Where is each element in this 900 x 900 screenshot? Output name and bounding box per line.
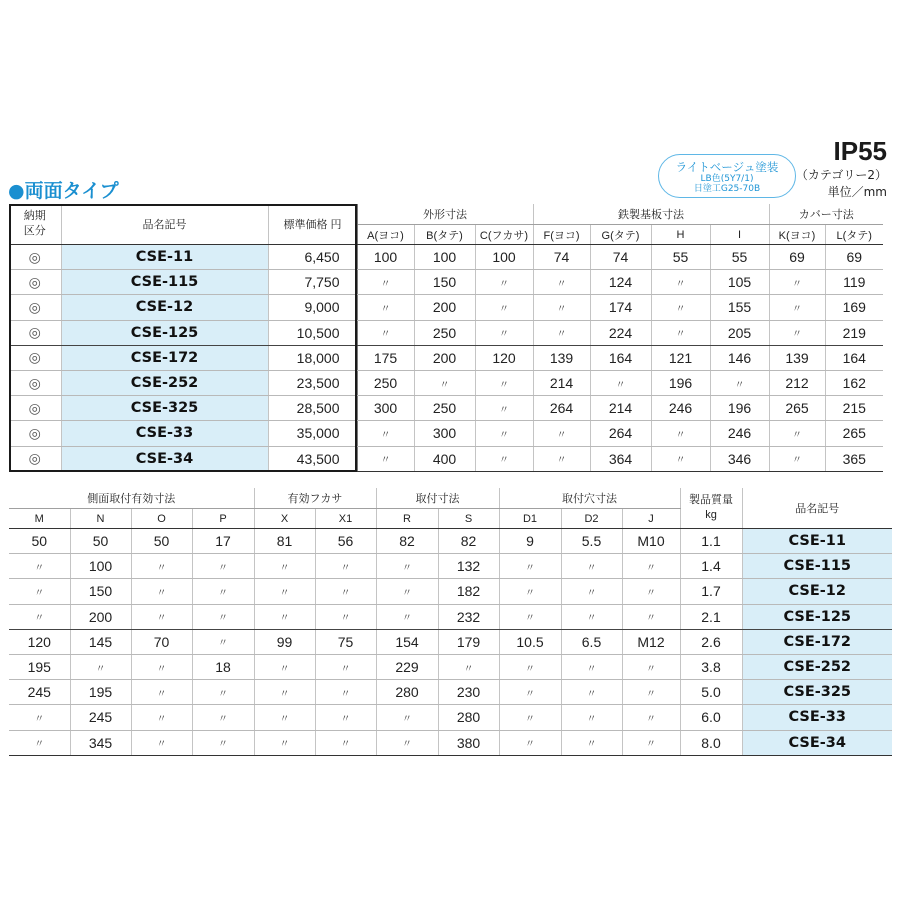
- weight-value: 1.1: [680, 529, 742, 554]
- dim-value: 245: [70, 705, 131, 730]
- dim-value: 〃: [533, 320, 590, 345]
- dim-value: 230: [438, 680, 499, 705]
- table-row: [9, 295, 883, 320]
- dim-value: 〃: [561, 654, 622, 679]
- dim-value: 〃: [315, 680, 376, 705]
- header-mount-dims: 取付寸法: [376, 488, 499, 509]
- model-code: CSE-252: [61, 370, 268, 395]
- dim-value: 〃: [315, 654, 376, 679]
- dim-value: 〃: [769, 320, 825, 345]
- dim-value: 〃: [622, 554, 680, 579]
- dim-value: 18: [192, 654, 254, 679]
- dim-value: 〃: [769, 270, 825, 295]
- dim-value: 345: [70, 730, 131, 755]
- dim-value: 154: [376, 629, 438, 654]
- dim-value: 81: [254, 529, 315, 554]
- dim-value: 100: [414, 245, 475, 270]
- dim-value: 212: [769, 370, 825, 395]
- dim-value: 132: [438, 554, 499, 579]
- dim-value: 9: [499, 529, 561, 554]
- dim-value: 〃: [192, 730, 254, 755]
- table-row: [9, 705, 892, 730]
- dim-value: 246: [651, 396, 710, 421]
- header-weight: [680, 488, 742, 529]
- dim-value: 〃: [499, 680, 561, 705]
- weight-value: 3.8: [680, 654, 742, 679]
- dim-value: 〃: [499, 579, 561, 604]
- header-side-mount: 側面取付有効寸法: [9, 488, 254, 509]
- table-row: [9, 730, 892, 755]
- price-value: 35,000: [268, 421, 357, 446]
- delivery-mark: ◎: [9, 320, 61, 345]
- dim-value: 〃: [533, 295, 590, 320]
- table-row: [9, 446, 883, 471]
- dim-value: 〃: [315, 730, 376, 755]
- dim-value: 50: [9, 529, 70, 554]
- dim-value: 〃: [651, 421, 710, 446]
- dim-value: 55: [710, 245, 769, 270]
- table-row: [9, 245, 883, 270]
- dim-value: 〃: [357, 295, 414, 320]
- dim-value: 195: [70, 680, 131, 705]
- dim-value: 265: [825, 421, 883, 446]
- col-header: F(ヨコ): [533, 225, 590, 245]
- col-header: O: [131, 509, 192, 529]
- model-code: CSE-33: [742, 705, 892, 730]
- model-code: CSE-11: [742, 529, 892, 554]
- dim-value: 346: [710, 446, 769, 471]
- dim-value: 280: [376, 680, 438, 705]
- header-hole-dims: 取付穴寸法: [499, 488, 680, 509]
- dim-value: 〃: [561, 604, 622, 629]
- header-model: 品名記号: [61, 204, 268, 245]
- dim-value: M10: [622, 529, 680, 554]
- dim-value: 139: [769, 345, 825, 370]
- dim-value: 〃: [357, 270, 414, 295]
- col-header: X: [254, 509, 315, 529]
- dim-value: 〃: [131, 579, 192, 604]
- paint-badge-color: LB色(5Y7/1): [700, 174, 754, 184]
- dim-value: 〃: [499, 654, 561, 679]
- col-header: R: [376, 509, 438, 529]
- category-label: （カテゴリー2）: [795, 168, 887, 182]
- dim-value: 380: [438, 730, 499, 755]
- dim-value: 〃: [499, 730, 561, 755]
- dim-value: 〃: [254, 680, 315, 705]
- dim-value: 〃: [357, 421, 414, 446]
- dim-value: 〃: [561, 579, 622, 604]
- col-header: H: [651, 225, 710, 245]
- dim-value: 〃: [590, 370, 651, 395]
- dim-value: 〃: [315, 554, 376, 579]
- dim-value: 215: [825, 396, 883, 421]
- weight-value: 2.1: [680, 604, 742, 629]
- dim-value: 179: [438, 629, 499, 654]
- model-code: CSE-252: [742, 654, 892, 679]
- dim-value: 〃: [131, 705, 192, 730]
- dim-value: 5.5: [561, 529, 622, 554]
- dim-value: 55: [651, 245, 710, 270]
- dim-value: 〃: [475, 421, 533, 446]
- col-header: C(フカサ): [475, 225, 533, 245]
- dim-value: 99: [254, 629, 315, 654]
- table-row: [9, 370, 883, 395]
- dim-value: 〃: [315, 705, 376, 730]
- model-code: CSE-33: [61, 421, 268, 446]
- section-title: ●両面タイプ: [8, 180, 119, 202]
- dim-value: 〃: [499, 705, 561, 730]
- col-header: G(タテ): [590, 225, 651, 245]
- dim-value: 〃: [475, 370, 533, 395]
- price-value: 9,000: [268, 295, 357, 320]
- dim-value: 〃: [315, 579, 376, 604]
- price-value: 23,500: [268, 370, 357, 395]
- dim-value: 〃: [499, 554, 561, 579]
- model-code: CSE-34: [61, 446, 268, 471]
- dim-value: 100: [357, 245, 414, 270]
- dim-value: 100: [70, 554, 131, 579]
- dim-value: 〃: [376, 604, 438, 629]
- dim-value: 82: [376, 529, 438, 554]
- dim-value: 〃: [475, 396, 533, 421]
- dim-value: 〃: [651, 295, 710, 320]
- model-code: CSE-125: [61, 320, 268, 345]
- dim-value: 〃: [533, 270, 590, 295]
- dim-value: 169: [825, 295, 883, 320]
- header-weight-unit: kg: [705, 509, 717, 521]
- col-header: I: [710, 225, 769, 245]
- delivery-mark: ◎: [9, 446, 61, 471]
- dim-value: 74: [533, 245, 590, 270]
- dim-value: 〃: [131, 680, 192, 705]
- dim-value: 〃: [769, 446, 825, 471]
- dim-value: 〃: [499, 604, 561, 629]
- col-header: X1: [315, 509, 376, 529]
- delivery-mark: ◎: [9, 295, 61, 320]
- model-code: CSE-172: [742, 629, 892, 654]
- dim-value: 56: [315, 529, 376, 554]
- dim-value: 50: [70, 529, 131, 554]
- dim-value: 〃: [376, 705, 438, 730]
- dim-value: 200: [70, 604, 131, 629]
- delivery-mark: ◎: [9, 396, 61, 421]
- dim-value: 〃: [254, 705, 315, 730]
- table-row: [9, 529, 892, 554]
- dim-value: 〃: [192, 579, 254, 604]
- model-code: CSE-115: [61, 270, 268, 295]
- table-row: [9, 345, 883, 370]
- table-row: [9, 554, 892, 579]
- col-header: M: [9, 509, 70, 529]
- dim-value: 229: [376, 654, 438, 679]
- dim-value: 300: [414, 421, 475, 446]
- price-value: 43,500: [268, 446, 357, 471]
- dim-value: 124: [590, 270, 651, 295]
- table-row: [9, 604, 892, 629]
- dim-value: 〃: [651, 446, 710, 471]
- col-header: K(ヨコ): [769, 225, 825, 245]
- delivery-mark: ◎: [9, 270, 61, 295]
- weight-value: 1.4: [680, 554, 742, 579]
- dim-value: 〃: [376, 579, 438, 604]
- dim-value: 246: [710, 421, 769, 446]
- dim-value: 〃: [475, 446, 533, 471]
- dim-value: 〃: [192, 554, 254, 579]
- dim-value: 〃: [357, 446, 414, 471]
- dim-value: 182: [438, 579, 499, 604]
- weight-value: 8.0: [680, 730, 742, 755]
- dim-value: 164: [590, 345, 651, 370]
- table-row: [9, 396, 883, 421]
- dim-value: 250: [414, 396, 475, 421]
- dim-value: 6.5: [561, 629, 622, 654]
- dim-value: 250: [357, 370, 414, 395]
- dim-value: 400: [414, 446, 475, 471]
- dim-value: 150: [70, 579, 131, 604]
- price-value: 18,000: [268, 345, 357, 370]
- dim-value: 〃: [376, 730, 438, 755]
- dim-value: 〃: [254, 554, 315, 579]
- dim-value: 219: [825, 320, 883, 345]
- dim-value: 121: [651, 345, 710, 370]
- dim-value: 174: [590, 295, 651, 320]
- dim-value: 〃: [533, 446, 590, 471]
- table-row: [9, 421, 883, 446]
- model-code: CSE-325: [742, 680, 892, 705]
- col-header: N: [70, 509, 131, 529]
- paint-badge: [658, 154, 796, 198]
- col-header: D2: [561, 509, 622, 529]
- dim-value: 〃: [651, 320, 710, 345]
- dim-value: 195: [9, 654, 70, 679]
- dim-value: 164: [825, 345, 883, 370]
- ip-rating: IP55: [833, 136, 887, 166]
- dim-value: 214: [590, 396, 651, 421]
- dim-value: 364: [590, 446, 651, 471]
- dim-value: 119: [825, 270, 883, 295]
- dim-value: 214: [533, 370, 590, 395]
- dim-value: 〃: [561, 705, 622, 730]
- model-code: CSE-34: [742, 730, 892, 755]
- dim-value: 〃: [192, 604, 254, 629]
- delivery-mark: ◎: [9, 245, 61, 270]
- dim-value: 〃: [254, 604, 315, 629]
- delivery-mark: ◎: [9, 421, 61, 446]
- dim-value: 105: [710, 270, 769, 295]
- dim-value: 300: [357, 396, 414, 421]
- dim-value: 〃: [315, 604, 376, 629]
- dim-value: 280: [438, 705, 499, 730]
- model-code: CSE-172: [61, 345, 268, 370]
- dim-value: 120: [475, 345, 533, 370]
- dim-value: 〃: [376, 554, 438, 579]
- dim-value: 〃: [414, 370, 475, 395]
- dim-value: 〃: [622, 680, 680, 705]
- dim-value: 17: [192, 529, 254, 554]
- delivery-mark: ◎: [9, 370, 61, 395]
- model-code: CSE-325: [61, 396, 268, 421]
- dim-value: 〃: [710, 370, 769, 395]
- dim-value: 70: [131, 629, 192, 654]
- col-header: S: [438, 509, 499, 529]
- header-delivery: 納期区分: [9, 204, 61, 245]
- dim-value: 〃: [192, 680, 254, 705]
- col-header: L(タテ): [825, 225, 883, 245]
- dim-value: 10.5: [499, 629, 561, 654]
- dim-value: 200: [414, 295, 475, 320]
- dim-value: 〃: [9, 705, 70, 730]
- dim-value: 145: [70, 629, 131, 654]
- table-row: [9, 629, 892, 654]
- dim-value: 196: [710, 396, 769, 421]
- model-code: CSE-12: [61, 295, 268, 320]
- dim-value: 120: [9, 629, 70, 654]
- dim-value: 〃: [438, 654, 499, 679]
- dim-value: 264: [533, 396, 590, 421]
- header-weight-label: 製品質量: [689, 494, 733, 506]
- dim-value: 〃: [475, 295, 533, 320]
- price-value: 10,500: [268, 320, 357, 345]
- weight-value: 6.0: [680, 705, 742, 730]
- dim-value: 〃: [769, 295, 825, 320]
- table-row: [9, 680, 892, 705]
- dim-value: 〃: [651, 270, 710, 295]
- dim-value: 〃: [561, 730, 622, 755]
- dim-value: 196: [651, 370, 710, 395]
- dim-value: 100: [475, 245, 533, 270]
- dim-value: 69: [825, 245, 883, 270]
- dim-value: 〃: [131, 554, 192, 579]
- dim-value: 150: [414, 270, 475, 295]
- model-code: CSE-115: [742, 554, 892, 579]
- dim-value: 224: [590, 320, 651, 345]
- header-cover-dims: カバー寸法: [769, 204, 883, 225]
- dim-value: 74: [590, 245, 651, 270]
- dim-value: 〃: [622, 654, 680, 679]
- col-header: B(タテ): [414, 225, 475, 245]
- model-code: CSE-11: [61, 245, 268, 270]
- dim-value: 〃: [475, 270, 533, 295]
- table-row: [9, 320, 883, 345]
- dim-value: 175: [357, 345, 414, 370]
- dim-value: 205: [710, 320, 769, 345]
- dim-value: 50: [131, 529, 192, 554]
- delivery-mark: ◎: [9, 345, 61, 370]
- dim-value: 〃: [131, 654, 192, 679]
- col-header: A(ヨコ): [357, 225, 414, 245]
- dim-value: 〃: [357, 320, 414, 345]
- dim-value: 265: [769, 396, 825, 421]
- header-plate-dims: 鉄製基板寸法: [533, 204, 769, 225]
- weight-value: 2.6: [680, 629, 742, 654]
- dim-value: 〃: [9, 579, 70, 604]
- dim-value: 〃: [254, 579, 315, 604]
- unit-label: 単位／mm: [827, 185, 887, 199]
- weight-value: 1.7: [680, 579, 742, 604]
- dim-value: 232: [438, 604, 499, 629]
- header-model-2: 品名記号: [742, 488, 892, 529]
- dim-value: 245: [9, 680, 70, 705]
- header-outer-dims: 外形寸法: [357, 204, 533, 225]
- col-header: J: [622, 509, 680, 529]
- dim-value: 〃: [475, 320, 533, 345]
- dim-value: 〃: [769, 421, 825, 446]
- dim-value: 365: [825, 446, 883, 471]
- dim-value: 〃: [9, 604, 70, 629]
- price-value: 6,450: [268, 245, 357, 270]
- weight-value: 5.0: [680, 680, 742, 705]
- price-value: 7,750: [268, 270, 357, 295]
- dim-value: 〃: [192, 705, 254, 730]
- header-effective-depth: 有効フカサ: [254, 488, 376, 509]
- dim-value: 〃: [131, 604, 192, 629]
- dim-value: 264: [590, 421, 651, 446]
- col-header: P: [192, 509, 254, 529]
- table-row: [9, 579, 892, 604]
- col-header: D1: [499, 509, 561, 529]
- dim-value: 146: [710, 345, 769, 370]
- paint-badge-code: 日塗工G25-70B: [693, 184, 761, 194]
- dim-value: 〃: [622, 579, 680, 604]
- dim-value: 155: [710, 295, 769, 320]
- dim-value: 〃: [622, 705, 680, 730]
- dim-value: 〃: [254, 730, 315, 755]
- dim-value: 〃: [622, 604, 680, 629]
- dim-value: 〃: [622, 730, 680, 755]
- spec-table-lower: [9, 488, 892, 756]
- dim-value: 〃: [70, 654, 131, 679]
- dim-value: 〃: [131, 730, 192, 755]
- price-value: 28,500: [268, 396, 357, 421]
- paint-badge-name: ライトベージュ塗装: [675, 160, 779, 174]
- table-row: [9, 270, 883, 295]
- dim-value: 〃: [192, 629, 254, 654]
- dim-value: 〃: [9, 730, 70, 755]
- dim-value: 139: [533, 345, 590, 370]
- model-code: CSE-125: [742, 604, 892, 629]
- dim-value: 162: [825, 370, 883, 395]
- dim-value: 〃: [9, 554, 70, 579]
- dim-value: 〃: [254, 654, 315, 679]
- dim-value: M12: [622, 629, 680, 654]
- dim-value: 〃: [561, 680, 622, 705]
- dim-value: 〃: [561, 554, 622, 579]
- dim-value: 69: [769, 245, 825, 270]
- dim-value: 250: [414, 320, 475, 345]
- dim-value: 82: [438, 529, 499, 554]
- dim-value: 200: [414, 345, 475, 370]
- header-price: 標準価格 円: [268, 204, 357, 245]
- table-row: [9, 654, 892, 679]
- dim-value: 〃: [533, 421, 590, 446]
- spec-table-upper: [9, 204, 883, 472]
- dim-value: 75: [315, 629, 376, 654]
- model-code: CSE-12: [742, 579, 892, 604]
